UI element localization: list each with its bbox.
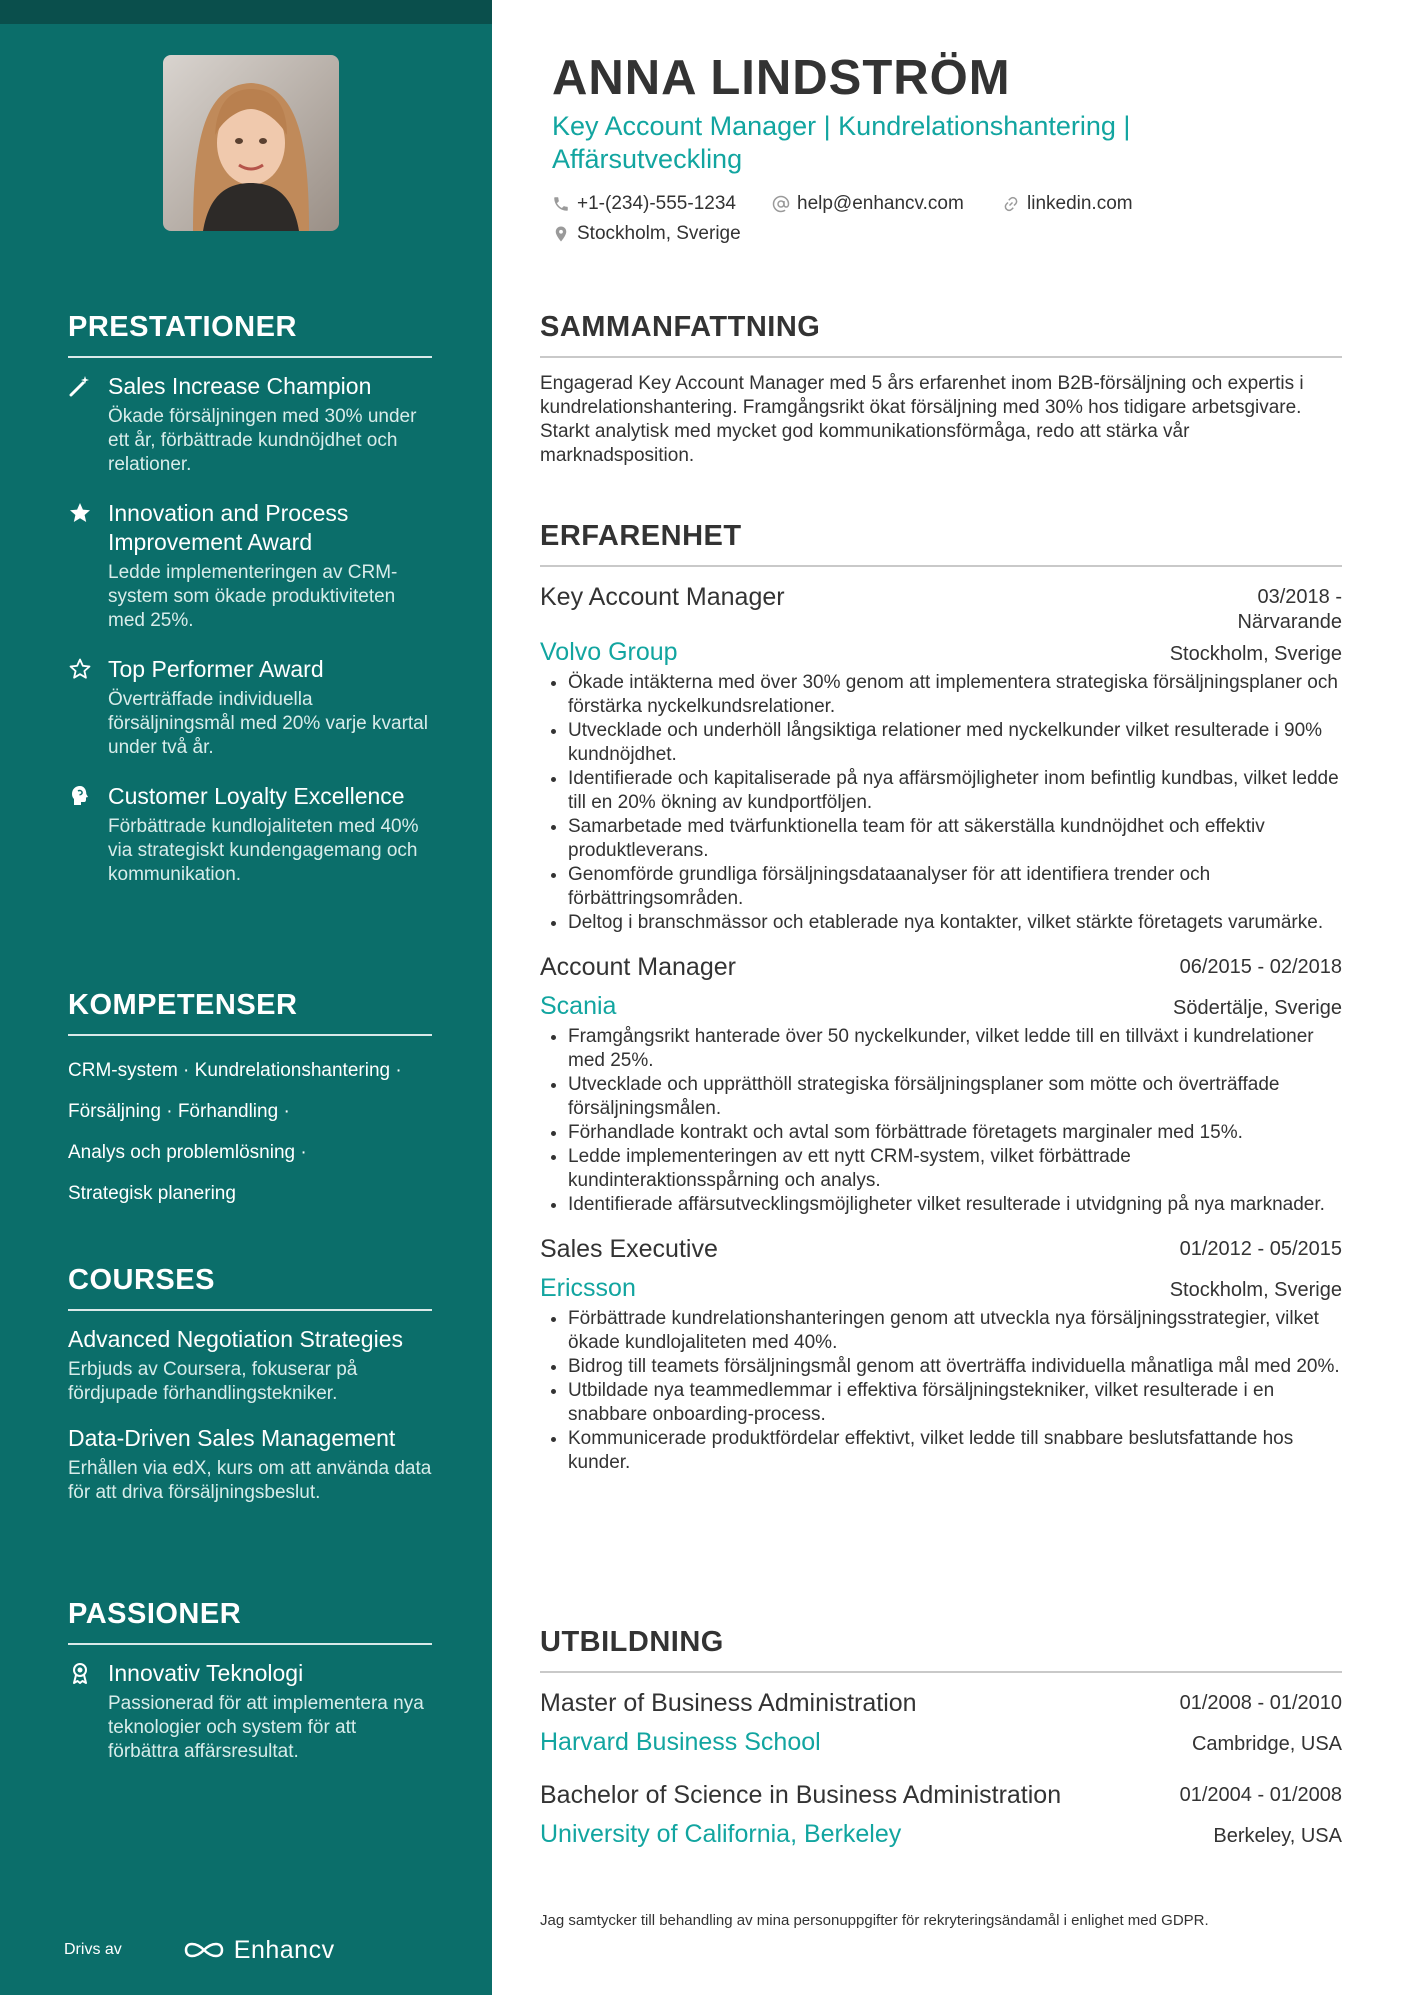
course-description: Erhållen via edX, kurs om att använda data för att driva försäljningsbeslut. [68,1458,432,1503]
contact-phone[interactable] [552,193,736,215]
achievement-item [68,782,432,887]
achievement-title: Customer Loyalty Excellence [108,783,405,809]
skill-line: CRM-system · Kundrelationshantering · [68,1060,402,1081]
degree-title: Master of Business Administration [540,1689,917,1717]
achievement-item [68,499,432,633]
job-bullet: • Framgångsrikt hanterade över 50 nyckelkunder, vilket ledde till en tillväxt i kundrelationer med 25%. [568,1025,1342,1073]
passion-description: Passionerad för att implementera nya teknologier och system för att förbättra affärsresultat. [108,1693,424,1762]
profile-photo [163,55,339,231]
job-bullet: • Förhandlade kontrakt och avtal som förbättrade företagets marginaler med 15%. [568,1121,1342,1145]
education-section [540,1626,1342,1871]
skill-line: Försäljning · Förhandling · [68,1101,290,1122]
gdpr-consent: Jag samtycker till behandling av mina personuppgifter för rekryteringsändamål i enlighet med GDPR. [540,1912,1209,1929]
job-date [1237,585,1342,635]
achievement-title: Sales Increase Champion [108,373,372,399]
job-date-start: 03/2018 - [1257,586,1342,608]
education-date: 01/2004 - 01/2008 [1179,1784,1342,1806]
job-bullet: • Bidrog till teamets försäljningsmål genom att överträffa individuella månatliga mål med 20%. [568,1355,1342,1379]
location-pin-icon [552,225,570,243]
passions-title: PASSIONER [68,1598,432,1645]
job-bullet: • Kommunicerade produktfördelar effektivt, vilket ledde till snabbare beslutsfattande hos kunder. [568,1427,1342,1475]
education-title: UTBILDNING [540,1626,1342,1673]
experience-title: ERFARENHET [540,520,1342,567]
skill-line: Analys och problemlösning · [68,1142,307,1163]
job-bullets [540,671,1342,935]
education-entry [540,1779,1342,1849]
achievement-description: Ökade försäljningen med 30% under ett år, förbättrade kundnöjdhet och relationer. [108,406,417,475]
passions-section [68,1598,432,1786]
job-date-end: Närvarande [1237,611,1342,633]
skills-list [68,1050,432,1214]
achievement-item [68,372,432,477]
award-ribbon-icon [68,1661,92,1685]
enhancv-logo[interactable] [182,1936,335,1965]
achievement-title: Innovation and Process Improvement Award [108,500,349,555]
star-filled-icon [68,501,92,525]
contact-email[interactable] [772,193,964,215]
job-title: Account Manager [540,953,736,981]
job-bullets [540,1307,1342,1475]
job-bullet: • Identifierade och kapitaliserade på nya affärsmöjligheter inom befintlig kundbas, vilket ledde till en 20% ökning av kundportföljen. [568,767,1342,815]
powered-by [64,1930,444,1970]
job-title: Sales Executive [540,1235,718,1263]
skill-line: Strategisk planering [68,1183,236,1204]
passion-title: Innovativ Teknologi [108,1660,304,1686]
job-bullet: • Ledde implementeringen av ett nytt CRM-system, vilket förbättrade kundinteraktionsspårning och analys. [568,1145,1342,1193]
job-location: Södertälje, Sverige [1173,997,1342,1019]
school-location: Cambridge, USA [1191,1733,1342,1755]
school-name: University of California, Berkeley [540,1820,902,1848]
achievements-title: PRESTATIONER [68,311,432,358]
skills-title: KOMPETENSER [68,989,432,1036]
job-title: Key Account Manager [540,583,785,611]
at-sign-icon [772,195,790,213]
school-name: Harvard Business School [540,1728,821,1756]
phone-text: +1-(234)-555-1234 [577,193,736,214]
job-entry [540,951,1342,1217]
course-item [68,1325,432,1406]
job-bullet: • Identifierade affärsutvecklingsmöjligheter vilket resulterade i utvidgning på nya marknader. [568,1193,1342,1217]
course-title: Advanced Negotiation Strategies [68,1326,403,1352]
achievement-description: Ledde implementeringen av CRM-system som ökade produktiviteten med 25%. [108,562,398,631]
achievement-description: Överträffade individuella försäljningsmål med 20% varje kvartal under två år. [108,689,428,758]
achievement-title: Top Performer Award [108,656,324,682]
contact-linkedin[interactable] [1002,193,1133,215]
phone-icon [552,195,570,213]
summary-title: SAMMANFATTNING [540,311,1342,358]
courses-section [68,1264,432,1523]
achievement-item [68,655,432,760]
company-name: Scania [540,992,617,1020]
job-bullet: • Utvecklade och underhöll långsiktiga relationer med nyckelkunder vilket resulterade i 90% kundnöjdhet. [568,719,1342,767]
magic-wand-icon [68,374,92,398]
job-bullet: • Förbättrade kundrelationshanteringen genom att utveckla nya försäljningsstrategier, vilket ökade kundlojaliteten med 40%. [568,1307,1342,1355]
job-date: 01/2012 - 05/2015 [1179,1238,1342,1260]
job-bullet: • Utbildade nya teammedlemmar i effektiva försäljningstekniker, vilket resulterade i en snabbare onboarding-process. [568,1379,1342,1427]
sidebar [0,0,492,1995]
contact-location [552,223,741,245]
job-bullet: • Samarbetade med tvärfunktionella team för att säkerställa kundnöjdhet och effektiv produktleverans. [568,815,1342,863]
location-text: Stockholm, Sverige [577,223,741,244]
achievements-section [68,311,432,909]
summary-text: Engagerad Key Account Manager med 5 års erfarenhet inom B2B-försäljning och expertis i kundrelationshantering. Framgångsrikt ökat försäljning med 30% hos tidigare arbetsgivare. Starkt analytisk med mycket god kommunikationsförmåga, redo att stärka vår marknadsposition. [540,373,1304,466]
enhancv-logo-icon [182,1938,226,1962]
education-date: 01/2008 - 01/2010 [1179,1692,1342,1714]
achievement-description: Förbättrade kundlojaliteten med 40% via strategiskt kundengagemang och kommunikation. [108,816,419,885]
education-entry [540,1687,1342,1757]
job-date: 06/2015 - 02/2018 [1179,956,1342,978]
job-bullets [540,1025,1342,1217]
degree-title: Bachelor of Science in Business Administration [540,1781,1062,1809]
company-name: Volvo Group [540,638,678,666]
powered-by-label: Drivs av [64,1941,122,1958]
job-bullet: • Utvecklade och upprätthöll strategiska försäljningsplaner som mötte och överträffade försäljningsmålen. [568,1073,1342,1121]
link-icon [1002,195,1020,213]
course-description: Erbjuds av Coursera, fokuserar på fördjupade förhandlingstekniker. [68,1359,358,1404]
linkedin-text: linkedin.com [1027,193,1133,214]
job-location: Stockholm, Sverige [1169,1279,1342,1301]
course-title: Data-Driven Sales Management [68,1425,396,1451]
job-bullet: • Genomförde grundliga försäljningsdataanalyser för att identifiera trender och förbättringsområden. [568,863,1342,911]
star-outline-icon [68,657,92,681]
experience-section [540,520,1342,1491]
job-entry [540,1233,1342,1475]
enhancv-brand: Enhancv [233,1935,335,1964]
courses-title: COURSES [68,1264,432,1311]
email-text: help@enhancv.com [797,193,964,214]
candidate-headline: Key Account Manager | Kundrelationshantering | Affärsutveckling [552,111,1131,174]
job-entry [540,581,1342,935]
candidate-name: ANNA LINDSTRÖM [552,51,1011,105]
course-item [68,1424,432,1505]
job-bullet: • Deltog i branschmässor och etablerade nya kontakter, vilket stärkte företagets varumärke. [568,911,1342,935]
sidebar-top-bar [0,0,492,24]
job-location: Stockholm, Sverige [1169,643,1342,665]
company-name: Ericsson [540,1274,636,1302]
summary-section [540,311,1342,468]
skills-section [68,989,432,1214]
job-bullet: • Ökade intäkterna med över 30% genom att implementera strategiska försäljningsplaner och förstärka nyckelkundsrelationer. [568,671,1342,719]
passion-item [68,1659,432,1764]
school-location: Berkeley, USA [1213,1825,1342,1847]
head-brain-icon [68,784,92,808]
